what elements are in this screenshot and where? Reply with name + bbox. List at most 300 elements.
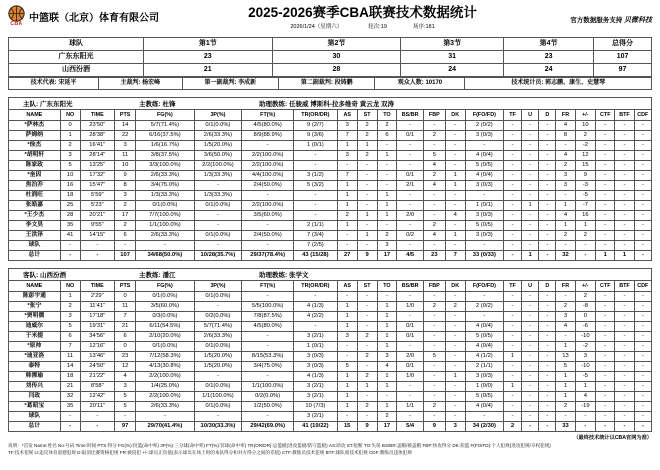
stat-cell: 2 xyxy=(556,402,575,412)
stat-cell: 3 xyxy=(445,422,465,432)
stat-cell: 7/8(87.5%) xyxy=(242,312,294,322)
stat-cell: - xyxy=(521,161,538,171)
stat-cell: 28'38" xyxy=(80,131,114,141)
stat-cell: 2 xyxy=(115,201,136,211)
stat-cell: - xyxy=(615,402,634,412)
stat-cell: - xyxy=(357,322,377,332)
row-label-cell: 王洪泽 xyxy=(9,231,61,241)
table-row xyxy=(9,201,652,211)
stat-cell: - xyxy=(539,312,556,322)
stat-cell: 3 (2/1) xyxy=(294,332,338,342)
column-header: DK xyxy=(445,110,465,121)
stat-cell: 2 xyxy=(423,131,445,141)
stat-cell: 2/6(33.3%) xyxy=(136,171,194,181)
stat-cell: - xyxy=(634,422,651,432)
stat-cell: 1 xyxy=(575,221,596,231)
stat-cell: 1/1 xyxy=(397,402,424,412)
table-row xyxy=(9,171,652,181)
stat-cell: 29/42(69.0%) xyxy=(242,422,294,432)
column-header: U xyxy=(521,110,538,121)
column-header: AS xyxy=(337,281,357,292)
stat-cell: - xyxy=(634,241,651,251)
stat-cell: 4/5 xyxy=(397,251,424,261)
stat-cell: 2 xyxy=(575,131,596,141)
stat-cell: - xyxy=(445,352,465,362)
stat-cell: - xyxy=(634,292,651,302)
column-header: 第3节 xyxy=(401,38,504,51)
stat-cell: 1 xyxy=(556,382,575,392)
column-header: TF xyxy=(504,110,522,121)
away-assistant-coaches: 助理教练: 张学文 xyxy=(259,272,309,279)
stat-cell: 1 xyxy=(377,151,397,161)
stat-cell: 23 xyxy=(115,352,136,362)
stat-cell: 1 xyxy=(377,372,397,382)
stat-cell: - xyxy=(615,181,634,191)
stat-cell: - xyxy=(539,241,556,251)
stat-cell: - xyxy=(504,241,522,251)
stat-cell: - xyxy=(194,241,242,251)
column-header: FBP xyxy=(423,281,445,292)
stat-cell: - xyxy=(615,382,634,392)
row-label-cell: 闫政 xyxy=(9,392,61,402)
stat-cell: - xyxy=(596,201,615,211)
stat-cell: - xyxy=(539,221,556,231)
stat-cell: - xyxy=(615,332,634,342)
stat-cell: -5 xyxy=(575,191,596,201)
stat-cell: 12 xyxy=(575,151,596,161)
stat-cell: 0/1(0.0%) xyxy=(136,201,194,211)
stat-cell: - xyxy=(634,251,651,261)
stat-cell: 32 xyxy=(60,392,80,402)
stat-cell: 1 xyxy=(377,322,397,332)
stat-cell: - xyxy=(397,121,424,131)
table-row xyxy=(9,191,652,201)
stat-cell: - xyxy=(521,141,538,151)
stat-cell: 0/1 xyxy=(397,171,424,181)
stat-cell: - xyxy=(504,372,522,382)
stat-cell: - xyxy=(423,342,445,352)
stat-cell: 5 xyxy=(423,151,445,161)
column-header: F(FO/FD) xyxy=(465,110,503,121)
column-header: +/- xyxy=(575,110,596,121)
stat-cell: - xyxy=(504,191,522,201)
stat-cell: 3 (0/3) xyxy=(294,362,338,372)
stat-cell: - xyxy=(357,241,377,251)
stat-cell: - xyxy=(504,302,522,312)
stat-cell: - xyxy=(539,211,556,221)
stat-cell: 1/6(16.7%) xyxy=(136,141,194,151)
stat-cell: 2 (1/1) xyxy=(294,221,338,231)
column-header: FT(%) xyxy=(242,281,294,292)
stat-cell: 3 xyxy=(556,312,575,322)
stat-cell: 1 xyxy=(504,382,522,392)
row-label-cell: 技术代表: 宋延平 xyxy=(9,78,99,90)
officials-bar xyxy=(8,77,652,90)
stat-cell: - xyxy=(634,362,651,372)
stat-cell: 4 xyxy=(423,231,445,241)
stat-cell: - xyxy=(80,412,114,422)
column-header: BS/BR xyxy=(397,110,424,121)
stat-cell: - xyxy=(634,171,651,181)
table-row xyxy=(9,422,652,432)
stat-cell: - xyxy=(504,392,522,402)
stat-cell: - xyxy=(615,231,634,241)
stat-cell: 1/5(20.0%) xyxy=(194,362,242,372)
stat-cell: 2 xyxy=(556,302,575,312)
column-header: FG(%) xyxy=(136,281,194,292)
stat-cell: 第二副裁判: 段铸鹏 xyxy=(279,78,375,90)
stat-cell: - xyxy=(504,312,522,322)
stat-cell: 27 xyxy=(337,251,357,261)
stat-cell: 1/3(33.3%) xyxy=(194,191,242,201)
section-gap xyxy=(8,90,652,97)
stat-cell: - xyxy=(397,191,424,201)
stat-cell: 5 xyxy=(337,362,357,372)
stat-cell: - xyxy=(242,372,294,382)
column-header: FT(%) xyxy=(242,110,294,121)
stat-cell: 7 xyxy=(445,251,465,261)
stat-cell: 1 xyxy=(337,181,357,191)
table-row xyxy=(9,292,652,302)
stat-cell: - xyxy=(521,402,538,412)
column-header: FR xyxy=(556,281,575,292)
stat-cell: - xyxy=(521,181,538,191)
game-round: 轮次:19 xyxy=(368,24,387,30)
logo-text: CBA xyxy=(10,21,23,27)
column-header: +/- xyxy=(575,281,596,292)
stat-cell: 2 xyxy=(423,221,445,231)
column-header: 第2节 xyxy=(272,38,401,51)
home-team-label: 主队: 广东东阳光 xyxy=(23,101,73,108)
stat-cell: - xyxy=(423,211,445,221)
stat-cell: - xyxy=(615,392,634,402)
stat-cell: - xyxy=(465,412,503,422)
stat-cell: 1 xyxy=(337,191,357,201)
stat-cell: 20'11" xyxy=(80,402,114,412)
stat-cell: 1/0 xyxy=(397,372,424,382)
stat-cell: - xyxy=(397,392,424,402)
stat-cell: 3 (2/1) xyxy=(294,412,338,422)
stat-cell: 11 xyxy=(115,151,136,161)
stat-cell: - xyxy=(539,412,556,422)
stat-cell: - xyxy=(357,342,377,352)
stat-cell: 24'50" xyxy=(80,362,114,372)
stat-cell: 7/7(100.0%) xyxy=(136,211,194,221)
stat-cell: 10/30(33.3%) xyxy=(194,422,242,432)
stat-cell: - xyxy=(445,292,465,302)
column-header: U xyxy=(521,281,538,292)
stat-cell: 4 (0/4) xyxy=(465,322,503,332)
column-header: TF xyxy=(504,281,522,292)
stat-cell: 3 xyxy=(60,151,80,161)
stat-cell: 3/4(75.0%) xyxy=(242,362,294,372)
game-number: 场序:181 xyxy=(412,24,435,30)
table-row xyxy=(9,241,652,251)
score-header-row xyxy=(9,38,652,51)
stat-cell: 4 (0/4) xyxy=(465,402,503,412)
stat-cell: - xyxy=(521,372,538,382)
stat-cell: - xyxy=(445,191,465,201)
stat-cell: 33 (0/33) xyxy=(465,251,503,261)
stat-cell: 6 xyxy=(377,131,397,141)
stat-cell: - xyxy=(377,221,397,231)
stat-cell: 25 xyxy=(60,201,80,211)
stat-cell: 6 xyxy=(115,332,136,342)
stat-cell: 3 (0/3) xyxy=(465,131,503,141)
stat-cell: - xyxy=(357,302,377,312)
stat-cell: - xyxy=(539,342,556,352)
stat-cell: 3/5(60.0%) xyxy=(136,302,194,312)
row-label-cell: *萨林杰 xyxy=(9,121,61,131)
stat-cell: - xyxy=(337,412,357,422)
column-header: FR xyxy=(556,110,575,121)
stat-cell: 24 xyxy=(401,64,504,77)
stat-cell: - xyxy=(539,382,556,392)
stat-cell: 2/0 xyxy=(397,352,424,362)
row-label-cell: 球队 xyxy=(9,241,61,251)
stat-cell: 2 xyxy=(357,352,377,362)
table-row xyxy=(9,151,652,161)
table-row xyxy=(9,412,652,422)
stat-cell: 5/5(100.0%) xyxy=(242,302,294,312)
stat-cell: - xyxy=(634,141,651,151)
stat-cell: 1 xyxy=(337,392,357,402)
table-row xyxy=(9,141,652,151)
stat-cell: 1/1(100.0%) xyxy=(242,382,294,392)
stat-cell: 35 xyxy=(60,221,80,231)
stat-cell: 5 (0/5) xyxy=(465,392,503,402)
stat-cell: 5/7(71.4%) xyxy=(194,322,242,332)
stat-cell: - xyxy=(596,332,615,342)
row-label-cell: *胡明轩 xyxy=(9,151,61,161)
column-header: TO xyxy=(377,110,397,121)
stat-cell: 1 xyxy=(377,402,397,412)
table-row xyxy=(9,362,652,372)
stat-cell: - xyxy=(194,412,242,422)
stat-cell: 2 xyxy=(445,302,465,312)
stat-cell: 9 (3/6) xyxy=(294,131,338,141)
stat-cell: 1 xyxy=(377,312,397,322)
stat-cell: 3 xyxy=(60,312,80,322)
stat-cell: - xyxy=(596,211,615,221)
stat-cell: - xyxy=(445,121,465,131)
stat-cell: - xyxy=(423,312,445,322)
column-header: TIME xyxy=(80,281,114,292)
stat-cell: - xyxy=(357,171,377,181)
stat-cell: - xyxy=(294,151,338,161)
table-row xyxy=(9,382,652,392)
stat-cell: - xyxy=(634,211,651,221)
stat-cell: 0/1(0.0%) xyxy=(194,382,242,392)
row-label-cell: 陈家政 xyxy=(9,161,61,171)
stat-cell: 13 xyxy=(556,352,575,362)
stat-cell: 0/2(0.0%) xyxy=(242,392,294,402)
stat-cell: - xyxy=(504,161,522,171)
stat-cell: 2 xyxy=(575,292,596,302)
stat-cell: 1 xyxy=(357,211,377,221)
stat-cell: 3 (0/3) xyxy=(294,352,338,362)
stat-cell: 5 xyxy=(115,402,136,412)
stat-cell: 1 xyxy=(445,372,465,382)
stat-cell: 0 xyxy=(575,312,596,322)
stat-cell: -6 xyxy=(575,322,596,332)
stat-cell: - xyxy=(397,342,424,352)
stat-cell: 10 (7/3) xyxy=(294,402,338,412)
row-label-cell: *王少杰 xyxy=(9,211,61,221)
column-header: TR(OR/DR) xyxy=(294,281,338,292)
column-header: D xyxy=(539,281,556,292)
stat-cell: -3 xyxy=(575,181,596,191)
table-row xyxy=(9,231,652,241)
stat-cell: 2 xyxy=(357,332,377,342)
stat-cell: 2 xyxy=(556,161,575,171)
stat-cell: 17'32" xyxy=(80,171,114,181)
stat-cell: - xyxy=(634,312,651,322)
stat-cell: 16 xyxy=(60,181,80,191)
stat-cell: - xyxy=(242,412,294,422)
stat-cell: - xyxy=(397,161,424,171)
stat-cell: - xyxy=(634,191,651,201)
stat-cell: 97 xyxy=(594,64,652,77)
stat-cell: 23'50" xyxy=(80,121,114,131)
stat-cell: - xyxy=(337,292,357,302)
stat-cell: 1/5(20.0%) xyxy=(194,141,242,151)
stat-cell: - xyxy=(556,292,575,302)
column-header: TR(OR/DR) xyxy=(294,110,338,121)
stat-cell: - xyxy=(596,231,615,241)
stat-cell: - xyxy=(423,141,445,151)
stat-cell: 4 xyxy=(423,181,445,191)
stat-cell: 1 xyxy=(521,251,538,261)
stat-cell: - xyxy=(615,302,634,312)
stat-cell: 3 xyxy=(556,171,575,181)
stat-cell: - xyxy=(60,241,80,251)
stat-cell: 0 xyxy=(60,121,80,131)
stat-cell: - xyxy=(423,322,445,332)
stat-cell: 3 (0/3) xyxy=(465,211,503,221)
table-row xyxy=(9,64,652,77)
stat-cell: - xyxy=(423,121,445,131)
stat-cell: 5 xyxy=(60,161,80,171)
stat-cell: - xyxy=(539,191,556,201)
stat-cell: 7 (2/5) xyxy=(294,241,338,251)
stat-cell: 4/5(80.0%) xyxy=(242,121,294,131)
stat-cell: 29/37(78.4%) xyxy=(242,251,294,261)
stat-cell: - xyxy=(504,201,522,211)
stat-cell: 1/4(25.0%) xyxy=(136,382,194,392)
stat-cell: 0/2(0.0%) xyxy=(194,312,242,322)
stat-cell: 1/2(50.0%) xyxy=(242,402,294,412)
row-label-cell: *张宁 xyxy=(9,302,61,312)
column-header: PTS xyxy=(115,281,136,292)
stat-cell: -10 xyxy=(575,362,596,372)
column-header: F(FO/FD) xyxy=(465,281,503,292)
stat-cell: 7/12(58.3%) xyxy=(136,352,194,362)
stat-cell: 23 xyxy=(423,251,445,261)
column-header: BTF xyxy=(615,281,634,292)
stat-cell: 3/4(75.0%) xyxy=(136,181,194,191)
legend-line-2: TF:技术犯规 U:违反体育道德犯规 D:取消比赛资格犯规 FR:被侵犯 +/-:球员正负值(表示球员在场上时的本队得分和对方得分之间的差值) CTF:教练员技术犯规 BTF:球队席技术犯规 CDF:教练员违体犯规 xyxy=(8,450,412,455)
stat-cell: - xyxy=(596,181,615,191)
stat-cell: - xyxy=(556,241,575,251)
column-header: NAME xyxy=(9,110,61,121)
stat-cell: - xyxy=(634,161,651,171)
stat-cell: 15 xyxy=(575,161,596,171)
stat-cell: - xyxy=(634,352,651,362)
stat-cell: - xyxy=(357,221,377,231)
stat-cell: - xyxy=(521,312,538,322)
stat-cell: 29/70(41.4%) xyxy=(136,422,194,432)
stat-cell: 1/3(33.3%) xyxy=(194,171,242,181)
stat-cell: - xyxy=(504,402,522,412)
stat-cell: 8 xyxy=(556,131,575,141)
stat-cell: 107 xyxy=(115,251,136,261)
column-header: NO xyxy=(60,110,80,121)
away-head-coach: 主教练: 潘江 xyxy=(139,272,176,279)
stat-cell: 0/1(0.0%) xyxy=(194,121,242,131)
stat-cell: 34/68(50.0%) xyxy=(136,251,194,261)
stat-cell: 1 xyxy=(357,382,377,392)
stat-cell: - xyxy=(521,211,538,221)
column-header: 总得分 xyxy=(594,38,652,51)
stat-cell: 0/1 xyxy=(397,131,424,141)
stat-cell: - xyxy=(504,362,522,372)
stat-cell: 2 xyxy=(357,121,377,131)
stat-cell: - xyxy=(504,181,522,191)
section-gap xyxy=(8,261,652,268)
stat-cell: - xyxy=(596,161,615,171)
stat-cell: 1 xyxy=(556,201,575,211)
column-header: 第4节 xyxy=(504,38,594,51)
stat-cell: - xyxy=(615,312,634,322)
stat-cell: 1 xyxy=(377,191,397,201)
stat-cell: - xyxy=(242,342,294,352)
stat-cell: 3 (2/1) xyxy=(294,392,338,402)
stat-cell: - xyxy=(115,412,136,422)
stat-cell: - xyxy=(596,322,615,332)
table-row xyxy=(9,221,652,231)
stat-cell: 3/3(100.0%) xyxy=(136,161,194,171)
stat-cell: 1 xyxy=(615,251,634,261)
stat-cell: 0/1 xyxy=(397,322,424,332)
stat-cell: 5 xyxy=(556,362,575,372)
stat-cell: - xyxy=(615,322,634,332)
stat-cell: - xyxy=(423,392,445,402)
stat-cell: 12'16" xyxy=(80,342,114,352)
stat-cell: 14 xyxy=(115,121,136,131)
table-row xyxy=(9,312,652,322)
stat-cell: - xyxy=(60,251,80,261)
stat-cell: 17 xyxy=(115,211,136,221)
stat-cell: 28 xyxy=(60,211,80,221)
stat-cell: 8 xyxy=(115,181,136,191)
stat-cell: 1/1(100.0%) xyxy=(136,221,194,231)
away-team-bar xyxy=(8,268,652,280)
stat-cell: - xyxy=(615,372,634,382)
stat-cell: - xyxy=(596,191,615,201)
stat-cell: - xyxy=(136,412,194,422)
stat-cell: - xyxy=(504,342,522,352)
stat-cell: - xyxy=(596,362,615,372)
stat-cell: 第一副裁判: 李成新 xyxy=(182,78,278,90)
stat-cell: - xyxy=(445,322,465,332)
stat-cell: - xyxy=(423,332,445,342)
stat-cell: - xyxy=(445,131,465,141)
stat-cell: 1 xyxy=(337,322,357,332)
stat-cell: - xyxy=(80,241,114,251)
stat-cell: - xyxy=(357,201,377,211)
stat-cell: - xyxy=(596,342,615,352)
